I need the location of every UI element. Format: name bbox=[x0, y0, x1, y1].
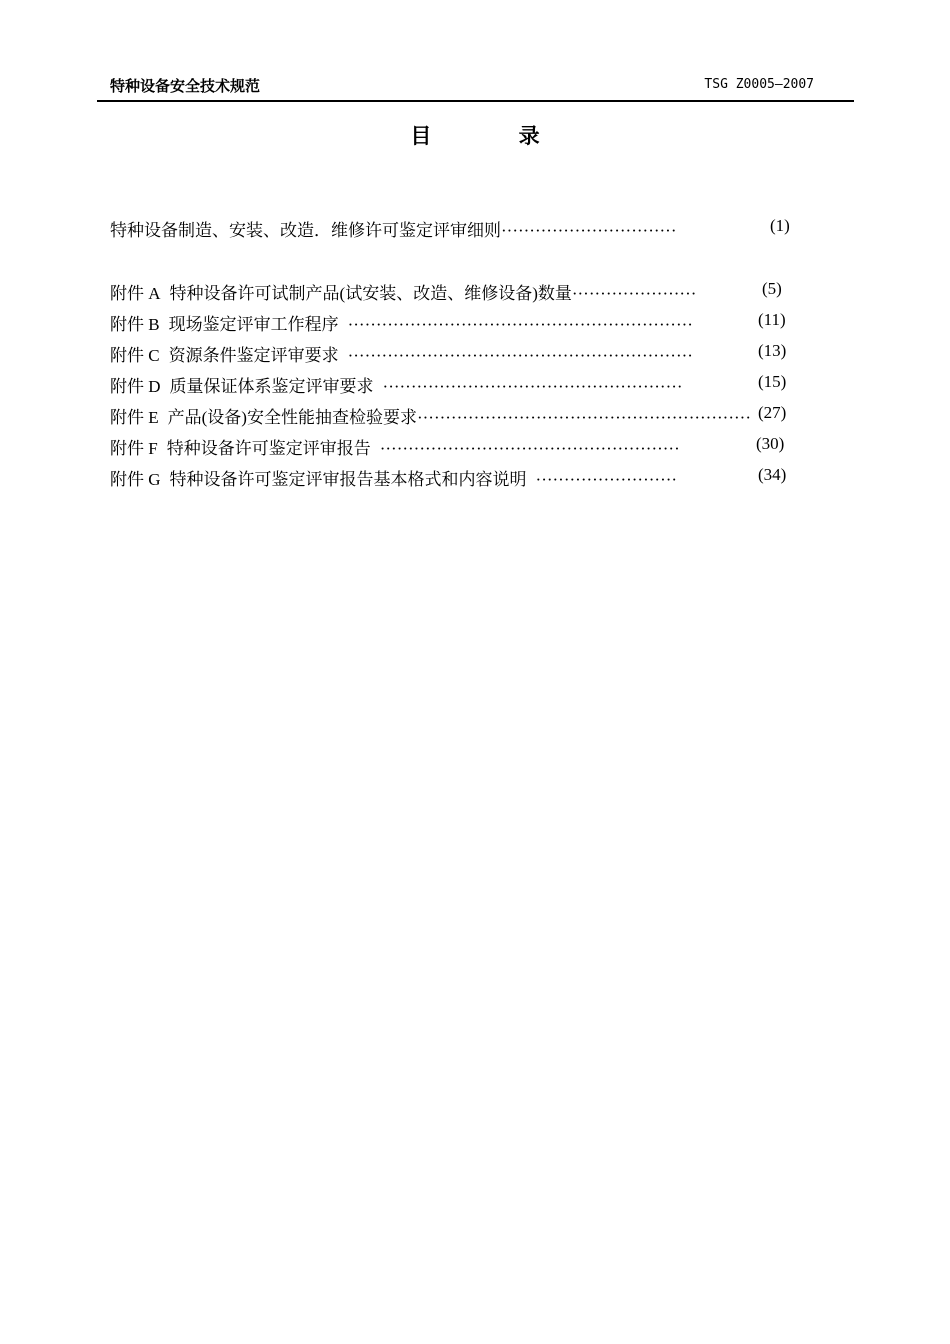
toc-entry-page: (1) bbox=[770, 216, 790, 235]
toc-entry-page: (27) bbox=[758, 403, 787, 422]
toc-leader: ························· bbox=[535, 470, 678, 489]
toc-entry-appendix-g[interactable] bbox=[110, 465, 810, 493]
toc-entry-page: (11) bbox=[758, 310, 786, 329]
toc-entry-main[interactable] bbox=[110, 216, 810, 244]
toc-leader: ··························································· bbox=[416, 408, 751, 427]
toc-entry-appendix-d[interactable] bbox=[110, 372, 810, 400]
toc-entry-page: (5) bbox=[762, 279, 782, 298]
toc-entry-page: (13) bbox=[758, 341, 787, 360]
toc-entry-label: 资源条件鉴定评审要求 bbox=[168, 346, 339, 365]
toc-entry-appendix-e[interactable] bbox=[110, 403, 810, 431]
toc-entry-label: 特种设备许可鉴定评审报告 bbox=[166, 439, 371, 458]
toc-entry-prefix: 附件 G bbox=[110, 470, 161, 489]
toc-entry-label: 特种设备许可试制产品(试安装、改造、维修设备)数量 bbox=[169, 284, 572, 303]
toc-entry-prefix: 附件 E bbox=[110, 408, 159, 427]
header-title: 特种设备安全技术规范 bbox=[110, 77, 261, 95]
toc-leader: ····························································· bbox=[347, 346, 693, 365]
toc-entry-prefix: 附件 D bbox=[110, 377, 161, 396]
toc-entry-page: (15) bbox=[758, 372, 787, 391]
toc-entry-label: 特种设备许可鉴定评审报告基本格式和内容说明 bbox=[169, 470, 527, 489]
toc-entry-prefix: 附件 B bbox=[110, 315, 160, 334]
toc-leader: ······························· bbox=[501, 221, 677, 240]
toc-entry-page: (34) bbox=[758, 465, 787, 484]
toc-entry-appendix-b[interactable] bbox=[110, 310, 810, 338]
page-header bbox=[97, 70, 854, 102]
toc-leader: ····················································· bbox=[382, 377, 683, 396]
toc-entry-prefix: 附件 A bbox=[110, 284, 161, 303]
toc-leader: ····························································· bbox=[347, 315, 693, 334]
toc-entry-prefix: 附件 F bbox=[110, 439, 158, 458]
toc-entry-label: 产品(设备)安全性能抽查检验要求 bbox=[167, 408, 417, 427]
toc-entry-label: 现场鉴定评审工作程序 bbox=[168, 315, 339, 334]
toc-leader: ····················································· bbox=[379, 439, 680, 458]
toc-entry-appendix-c[interactable] bbox=[110, 341, 810, 369]
toc-entry-page: (30) bbox=[756, 434, 785, 453]
toc-entry-label: 质量保证体系鉴定评审要求 bbox=[169, 377, 374, 396]
toc-entry-label: 特种设备制造、安装、改造．维修许可鉴定评审细则 bbox=[110, 221, 501, 240]
header-standard-code: TSG Z0005—2007 bbox=[704, 77, 814, 92]
page-title: 目 录 bbox=[410, 124, 580, 148]
toc-entry-appendix-f[interactable] bbox=[110, 434, 810, 462]
toc-leader: ······················ bbox=[571, 284, 697, 303]
toc-entry-appendix-a[interactable] bbox=[110, 279, 810, 307]
toc-entry-prefix: 附件 C bbox=[110, 346, 160, 365]
